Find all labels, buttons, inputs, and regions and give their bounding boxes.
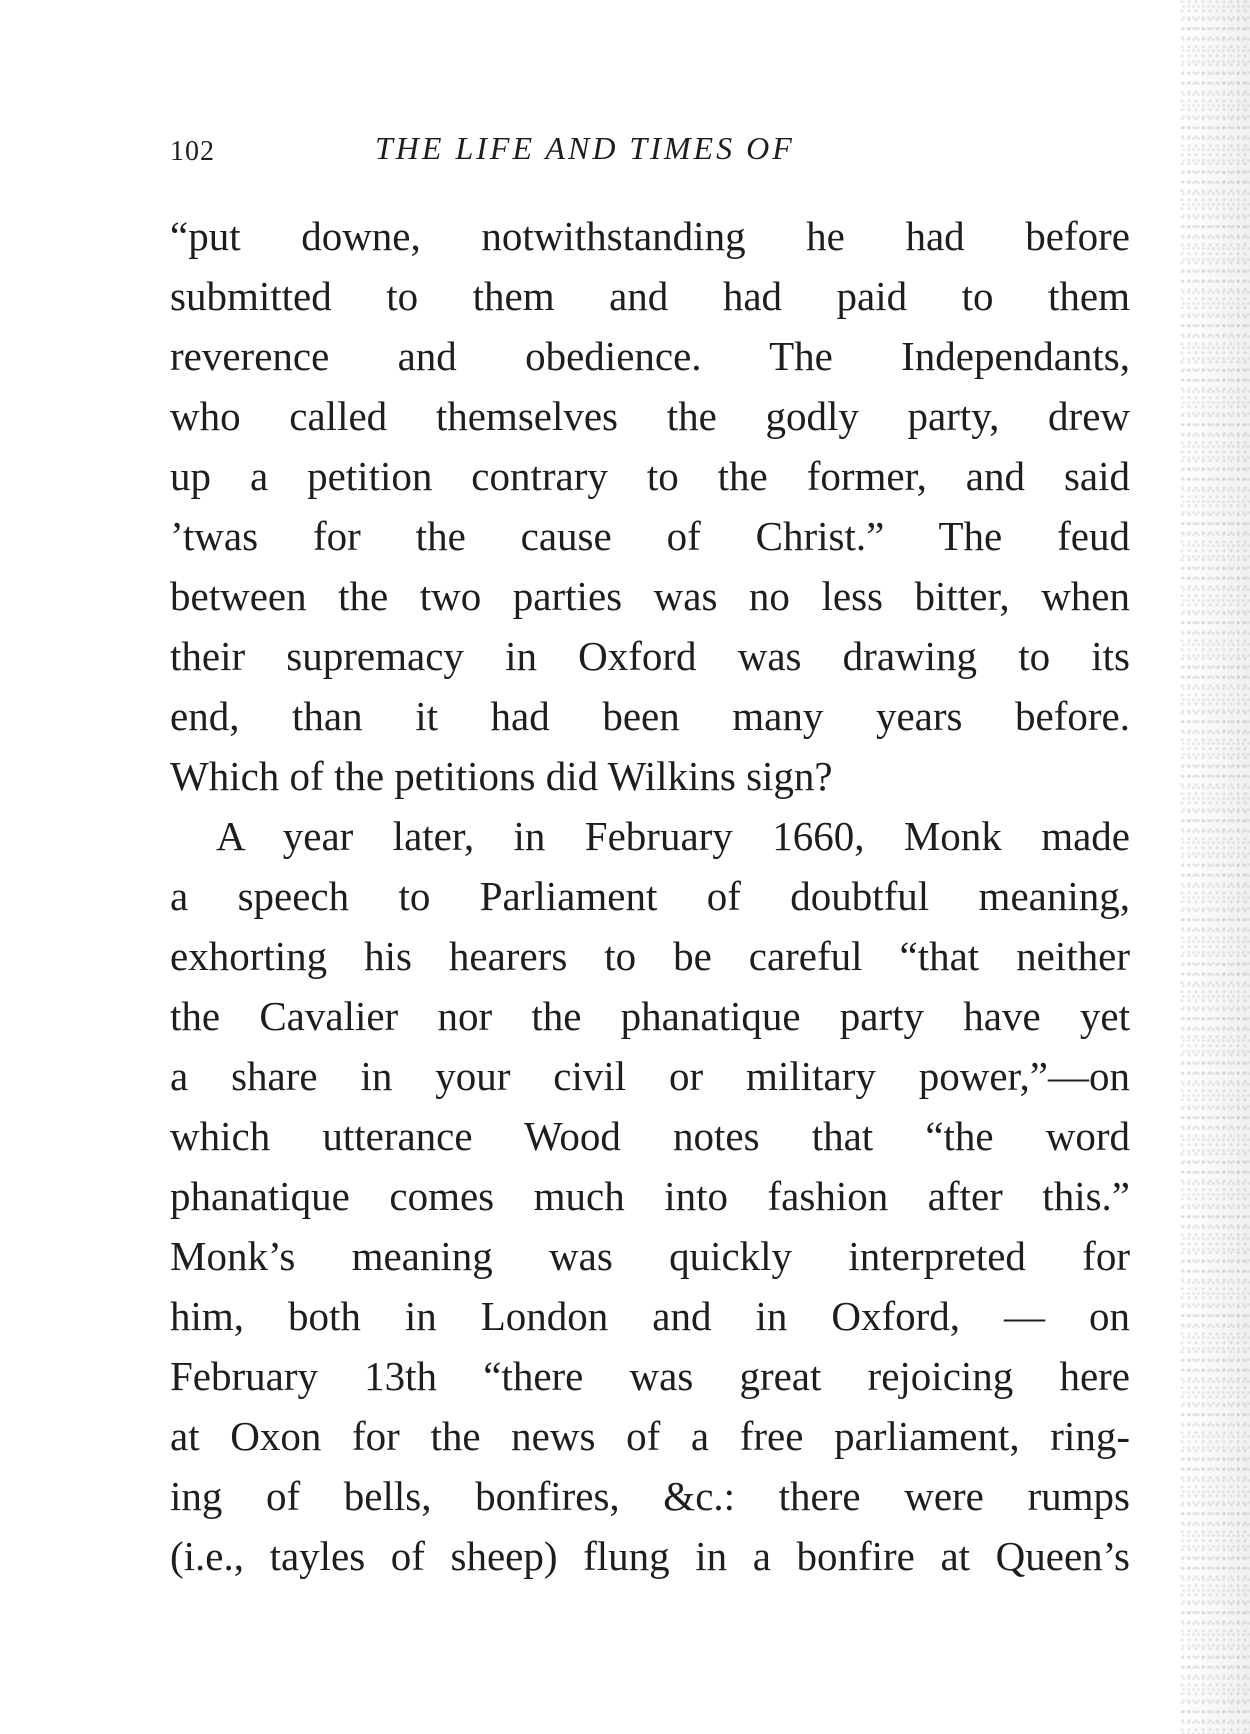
page-edge-texture: [1180, 0, 1250, 1734]
text-line: phanatique comes much into fashion after this.”: [170, 1173, 1130, 1219]
text-line: up a petition contrary to the former, and said: [170, 453, 1130, 499]
text-line: ing of bells, bonfires, &c.: there were rumps: [170, 1473, 1130, 1519]
text-line: ’twas for the cause of Christ.” The feud: [170, 513, 1130, 559]
text-line: end, than it had been many years before.: [170, 693, 1130, 739]
text-line: the Cavalier nor the phanatique party have yet: [170, 993, 1130, 1039]
page-number: 102: [170, 136, 215, 167]
text-line: “put downe, notwithstanding he had before: [170, 213, 1130, 259]
text-line: February 13th “there was great rejoicing here: [170, 1353, 1130, 1399]
text-line: a speech to Parliament of doubtful meaning,: [170, 873, 1130, 919]
text-line: A year later, in February 1660, Monk made: [216, 813, 1130, 859]
text-line: him, both in London and in Oxford, — on: [170, 1293, 1130, 1339]
text-line: between the two parties was no less bitter, when: [170, 573, 1130, 619]
text-line: Which of the petitions did Wilkins sign?: [170, 753, 833, 799]
text-line: who called themselves the godly party, drew: [170, 393, 1130, 439]
text-line: reverence and obedience. The Independants,: [170, 333, 1130, 379]
text-line: their supremacy in Oxford was drawing to its: [170, 633, 1130, 679]
paragraph-1: [170, 206, 1130, 806]
text-line: submitted to them and had paid to them: [170, 273, 1130, 319]
paragraph-2: [170, 806, 1130, 1586]
text-line: Monk’s meaning was quickly interpreted for: [170, 1233, 1130, 1279]
text-line: at Oxon for the news of a free parliament, ring-: [170, 1413, 1130, 1459]
page-header: [170, 130, 910, 176]
body-text: [170, 206, 1130, 1586]
text-line: exhorting his hearers to be careful “that neither: [170, 933, 1130, 979]
text-line: a share in your civil or military power,”—on: [170, 1053, 1130, 1099]
text-line: which utterance Wood notes that “the word: [170, 1113, 1130, 1159]
running-title: THE LIFE AND TIMES OF: [375, 130, 795, 166]
text-line: (i.e., tayles of sheep) flung in a bonfire at Queen’s: [170, 1533, 1130, 1579]
